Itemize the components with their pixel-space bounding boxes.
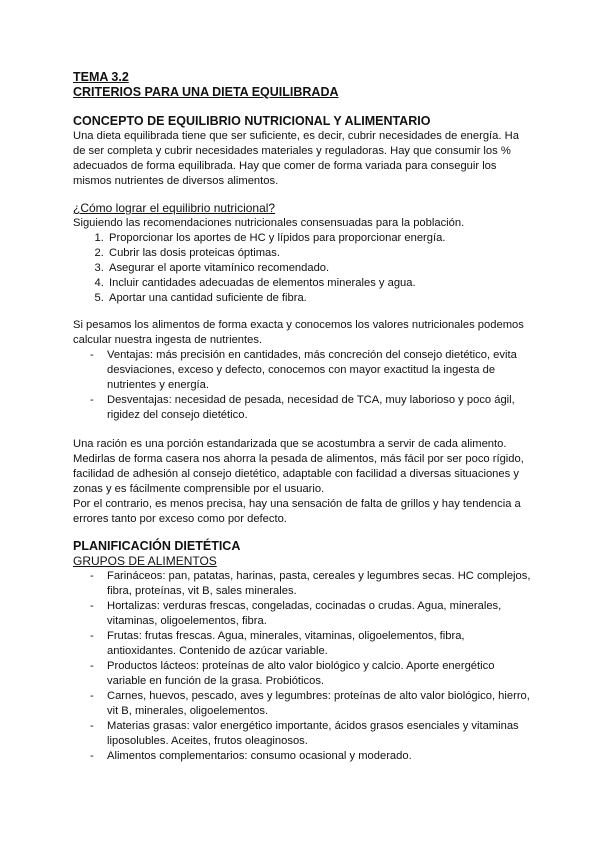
dash-bullet: -: [90, 660, 94, 672]
list-item: [90, 599, 533, 629]
list-item: [90, 393, 533, 423]
numbered-list-recomendaciones: [73, 231, 533, 306]
list-item: [90, 749, 533, 764]
list-item-text: Materias grasas: valor energético importante, ácidos grasos esenciales y vitaminas liposolubles. Aceites, frutos oleaginosos.: [107, 720, 519, 747]
list-item: 2. Cubrir las dosis proteicas óptimas.: [107, 246, 533, 261]
list-item-text: Frutas: frutas frescas. Agua, minerales, vitaminas, oligoelementos, fibra, antioxidantes. Contenido de azúcar variable.: [107, 630, 465, 657]
list-item-text: Ventajas: más precisión en cantidades, más concreción del consejo dietético, evita desviaciones, exceso y defecto, conocemos con mayor exactitud la ingesta de nutrientes y energía.: [107, 349, 517, 391]
list-item: [90, 569, 533, 599]
document-page: [73, 70, 533, 764]
list-item-text: Productos lácteos: proteínas de alto valor biológico y calcio. Aporte energético variable en función de la grasa. Probióticos.: [107, 660, 495, 687]
section-heading-concepto: CONCEPTO DE EQUILIBRIO NUTRICIONAL Y ALIMENTARIO: [73, 114, 431, 128]
paragraph-concepto: Una dieta equilibrada tiene que ser suficiente, es decir, cubrir necesidades de energía. Ha de ser completa y cubrir necesidades materiales y reguladoras. Hay que consumir los % adecuados de forma equilibrada. Hay que comer de forma variada para conseguir los mismos nutrientes de diversos alimentos.: [73, 130, 519, 187]
dash-bullet: -: [90, 600, 94, 612]
list-item-text: Hortalizas: verduras frescas, congeladas, cocinadas o crudas. Agua, minerales, vitaminas, oligoelementos, fibra.: [107, 600, 502, 627]
section-heading-planificacion: PLANIFICACIÓN DIETÉTICA: [73, 539, 241, 553]
list-item: [90, 348, 533, 393]
list-item-text: Farináceos: pan, patatas, harinas, pasta, cereales y legumbres secas. HC complejos, fibra, proteínas, vit B, sales minerales.: [107, 570, 531, 597]
list-item: [90, 659, 533, 689]
list-item: 3. Asegurar el aporte vitamínico recomendado.: [107, 261, 533, 276]
list-item: 5. Aportar una cantidad suficiente de fibra.: [107, 291, 533, 306]
topic-number: TEMA 3.2: [73, 70, 129, 84]
list-item: 1. Proporcionar los aportes de HC y lípidos para proporcionar energía.: [107, 231, 533, 246]
dash-list-ventajas: [73, 348, 533, 423]
list-item-text: Desventajas: necesidad de pesada, necesidad de TCA, muy laborioso y poco ágil, rigidez del consejo dietético.: [107, 394, 515, 421]
subheading-grupos: GRUPOS DE ALIMENTOS: [73, 554, 217, 568]
dash-bullet: -: [90, 690, 94, 702]
dash-bullet: -: [90, 750, 94, 762]
subheading-equilibrio: ¿Cómo lograr el equilibrio nutricional?: [73, 201, 276, 215]
dash-bullet: -: [90, 630, 94, 642]
list-item: [90, 689, 533, 719]
dash-bullet: -: [90, 349, 94, 361]
dash-bullet: -: [90, 720, 94, 732]
list-item-text: Carnes, huevos, pescado, aves y legumbres: proteínas de alto valor biológico, hierro, vit B, minerales, oligoelementos.: [107, 690, 530, 717]
paragraph-racion-contra: Por el contrario, es menos precisa, hay una sensación de falta de grillos y hay tendencia a errores tanto por exceso como por defecto.: [73, 498, 521, 525]
dash-list-grupos: [73, 569, 533, 764]
list-item: 4. Incluir cantidades adecuadas de elementos minerales y agua.: [107, 276, 533, 291]
paragraph-recomendaciones: Siguiendo las recomendaciones nutricionales consensuadas para la población.: [73, 217, 465, 229]
list-item: [90, 719, 533, 749]
list-item-text: Alimentos complementarios: consumo ocasional y moderado.: [107, 750, 412, 762]
dash-bullet: -: [90, 570, 94, 582]
paragraph-pesada: Si pesamos los alimentos de forma exacta y conocemos los valores nutricionales podemos calcular nuestra ingesta de nutrientes.: [73, 319, 524, 346]
list-item: [90, 629, 533, 659]
page-title: CRITERIOS PARA UNA DIETA EQUILIBRADA: [73, 85, 339, 99]
paragraph-racion: Una ración es una porción estandarizada que se acostumbra a servir de cada alimento. Medirlas de forma casera nos ahorra la pesada de alimentos, más fácil por ser poco rígido, facilidad de adhesión al consejo dietético, adaptable con facilidad a diversas situaciones y zonas y es fácilmente comprensible por el usuario.: [73, 438, 524, 495]
dash-bullet: -: [90, 394, 94, 406]
